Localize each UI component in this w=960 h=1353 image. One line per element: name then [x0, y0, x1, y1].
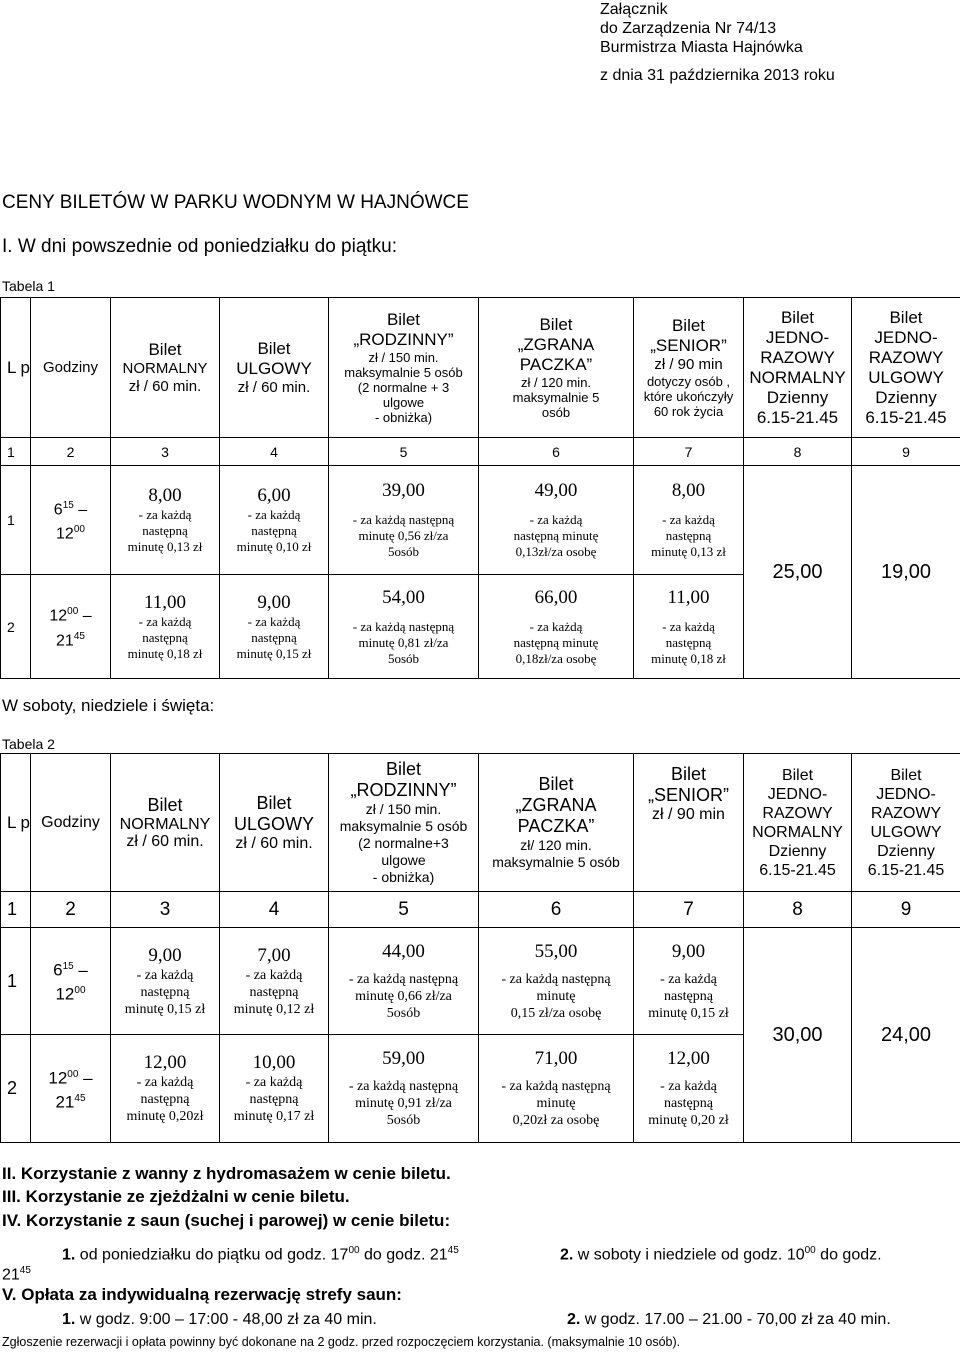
price-cell: 44,00 - za każdą następną minutę 0,66 zł/za 5osób: [329, 928, 479, 1035]
col-number: 6: [479, 438, 634, 466]
price-cell: 8,00 - za każdą następną minutę 0,13 zł: [111, 466, 220, 575]
price-table-weekends: [0, 753, 960, 1143]
price-cell: 6,00 - za każdą następną minutę 0,10 zł: [220, 466, 329, 575]
col-senior-header: Bilet „SENIOR” zł / 90 min dotyczy osób , które ukończyły 60 rok życia: [634, 298, 744, 438]
table1-header-row: [1, 298, 960, 438]
col-number: 6: [479, 892, 634, 928]
row-number: 2: [1, 1035, 31, 1143]
price-cell: 71,00 - za każdą następną minutę 0,20zł za osobę: [479, 1035, 634, 1143]
daily-normal-price: 30,00: [744, 928, 852, 1143]
col-reduced-header: Bilet ULGOWY zł / 60 min.: [220, 754, 329, 892]
page-title: CENY BILETÓW W PARKU WODNYM W HAJNÓWCE: [2, 192, 469, 213]
col-daily-reduced-header: Bilet JEDNO- RAZOWY ULGOWY Dzienny 6.15-21.45: [852, 298, 960, 438]
price-cell: 11,00 - za każdą następną minutę 0,18 zł: [634, 575, 744, 679]
hours-cell: $12^{00}$ – $21^{45}$: [31, 1035, 111, 1143]
col-number: 5: [329, 892, 479, 928]
table-row: [1, 466, 960, 575]
col-number: 8: [744, 438, 852, 466]
column-numbers-row: [1, 438, 960, 466]
table1-label: Tabela 1: [2, 278, 55, 294]
price-cell: 7,00 - za każdą następną minutę 0,12 zł: [220, 928, 329, 1035]
hours-cell: $12^{00}$ – $21^{45}$: [31, 575, 111, 679]
price-cell: 8,00 - za każdą następną minutę 0,13 zł: [634, 466, 744, 575]
col-normal-header: Bilet NORMALNY zł / 60 min.: [111, 754, 220, 892]
item-ii: II. Korzystanie z wanny z hydromasażem w cenie biletu.: [2, 1164, 451, 1183]
col-reduced-header: Bilet ULGOWY zł / 60 min.: [220, 298, 329, 438]
mayor-line: Burmistrza Miasta Hajnówka: [600, 39, 803, 56]
col-number: 2: [31, 438, 111, 466]
col-number: 3: [111, 438, 220, 466]
col-number: 7: [634, 438, 744, 466]
table2-header-row: [1, 754, 960, 892]
col-hours-header: Godziny: [31, 754, 111, 892]
col-family-header: Bilet „RODZINNY” zł / 150 min. maksymalnie 5 osób (2 normalne + 3 ulgowe - obniżka): [329, 298, 479, 438]
price-table-weekdays: [0, 297, 960, 679]
col-number: 4: [220, 892, 329, 928]
price-cell: 9,00 - za każdą następną minutę 0,15 zł: [220, 575, 329, 679]
col-group-header: Bilet „ZGRANA PACZKA” zł / 120 min. maksymalnie 5 osób: [479, 298, 634, 438]
price-cell: 9,00 - za każdą następną minutę 0,15 zł: [634, 928, 744, 1035]
price-cell: 9,00 - za każdą następną minutę 0,15 zł: [111, 928, 220, 1035]
col-lp-header: L p: [1, 754, 31, 892]
sauna-weekends: 2. w soboty i niedziele od godz. $10^{00}$ do godz.: [560, 1245, 882, 1264]
col-normal-header: Bilet NORMALNY zł / 60 min.: [111, 298, 220, 438]
price-cell: 54,00 - za każdą następną minutę 0,81 zł/za 5osób: [329, 575, 479, 679]
price-cell: 59,00 - za każdą następną minutę 0,91 zł/za 5osób: [329, 1035, 479, 1143]
col-lp-header: L p: [1, 298, 31, 438]
daily-normal-price: 25,00: [744, 466, 852, 679]
daily-reduced-price: 24,00: [852, 928, 960, 1143]
row-number: 1: [1, 928, 31, 1035]
hours-cell: $6^{15}$ – $12^{00}$: [31, 466, 111, 575]
col-number: 1: [1, 438, 31, 466]
hours-cell: $6^{15}$ – $12^{00}$: [31, 928, 111, 1035]
col-hours-header: Godziny: [31, 298, 111, 438]
price-cell: 12,00 - za każdą następną minutę 0,20 zł: [634, 1035, 744, 1143]
price-cell: 55,00 - za każdą następną minutę 0,15 zł/za osobę: [479, 928, 634, 1035]
section-weekends: W soboty, niedziele i święta:: [2, 696, 215, 715]
col-number: 4: [220, 438, 329, 466]
col-number: 5: [329, 438, 479, 466]
sauna-weekdays: 1. od poniedziałku do piątku od godz. $17^{00}$ do godz. $21^{45}$: [62, 1245, 459, 1264]
date-line: z dnia 31 października 2013 roku: [600, 67, 835, 84]
col-number: 3: [111, 892, 220, 928]
col-number: 1: [1, 892, 31, 928]
price-cell: 10,00 - za każdą następną minutę 0,17 zł: [220, 1035, 329, 1143]
sauna-weekends-cont: $21^{45}$: [2, 1265, 31, 1284]
col-daily-normal-header: Bilet JEDNO- RAZOWY NORMALNY Dzienny 6.15-21.45: [744, 754, 852, 892]
col-senior-header: Bilet „SENIOR” zł / 90 min: [634, 754, 744, 892]
col-number: 8: [744, 892, 852, 928]
column-numbers-row: [1, 892, 960, 928]
reservation-evening: 2. w godz. 17.00 – 21.00 - 70,00 zł za 40 min.: [567, 1311, 891, 1328]
reservation-note: Zgłoszenie rezerwacji i opłata powinny być dokonane na 2 godz. przed rozpoczęciem korzystania. (maksymalnie 10 osób).: [2, 1335, 681, 1349]
attachment-label: Załącznik: [600, 1, 668, 18]
section-weekdays: I. W dni powszednie od poniedziałku do piątku:: [2, 236, 398, 257]
col-group-header: Bilet „ZGRANA PACZKA” zł/ 120 min. maksymalnie 5 osób: [479, 754, 634, 892]
col-number: 2: [31, 892, 111, 928]
table-row: [1, 928, 960, 1035]
price-cell: 11,00 - za każdą następną minutę 0,18 zł: [111, 575, 220, 679]
row-number: 1: [1, 466, 31, 575]
price-cell: 12,00 - za każdą następną minutę 0,20zł: [111, 1035, 220, 1143]
daily-reduced-price: 19,00: [852, 466, 960, 679]
ordinance-number: do Zarządzenia Nr 74/13: [600, 20, 777, 37]
col-daily-normal-header: Bilet JEDNO- RAZOWY NORMALNY Dzienny 6.15-21.45: [744, 298, 852, 438]
col-number: 7: [634, 892, 744, 928]
col-daily-reduced-header: Bilet JEDNO- RAZOWY ULGOWY Dzienny 6.15-21.45: [852, 754, 960, 892]
col-family-header: Bilet „RODZINNY” zł / 150 min. maksymalnie 5 osób (2 normalne+3 ulgowe - obniżka): [329, 754, 479, 892]
reservation-daytime: 1. w godz. 9:00 – 17:00 - 48,00 zł za 40 min.: [62, 1311, 377, 1328]
col-number: 9: [852, 438, 960, 466]
item-v: V. Opłata za indywidualną rezerwację strefy saun:: [2, 1285, 402, 1304]
col-number: 9: [852, 892, 960, 928]
price-cell: 66,00 - za każdą następną minutę 0,18zł/za osobę: [479, 575, 634, 679]
price-cell: 39,00 - za każdą następną minutę 0,56 zł/za 5osób: [329, 466, 479, 575]
item-iv: IV. Korzystanie z saun (suchej i parowej) w cenie biletu:: [2, 1211, 451, 1230]
table2-label: Tabela 2: [2, 736, 55, 752]
item-iii: III. Korzystanie ze zjeżdżalni w cenie biletu.: [2, 1187, 350, 1206]
price-cell: 49,00 - za każdą następną minutę 0,13zł/za osobę: [479, 466, 634, 575]
row-number: 2: [1, 575, 31, 679]
